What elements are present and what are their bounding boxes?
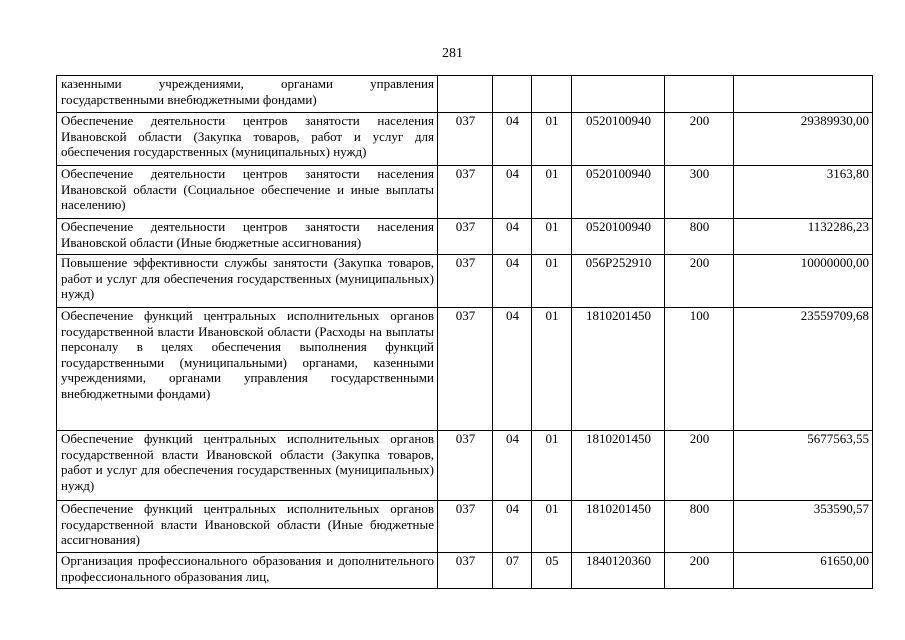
expense-type-code: 100 [665,308,734,431]
table-row [57,166,873,219]
expense-type-code: 800 [665,219,734,255]
expense-type-code: 300 [665,166,734,219]
amount: 61650,00 [734,553,873,589]
table-row [57,255,873,308]
amount: 29389930,00 [734,113,873,166]
row-description: Обеспечение деятельности центров занятости населения Ивановской области (Социальное обеспечение и иные выплаты населению) [57,166,438,219]
expense-type-code: 200 [665,553,734,589]
ministry-code: 037 [438,553,493,589]
row-description: Обеспечение деятельности центров занятости населения Ивановской области (Закупка товаров, работ и услуг для обеспечения государственных (муниципальных) нужд) [57,113,438,166]
subsection-code [532,76,572,113]
row-description: Организация профессионального образования и дополнительного профессионального образования лиц, [57,553,438,589]
target-article-code: 1810201450 [572,308,665,431]
amount: 353590,57 [734,501,873,553]
section-code: 04 [493,501,532,553]
ministry-code: 037 [438,113,493,166]
amount: 1132286,23 [734,219,873,255]
expense-type-code: 200 [665,431,734,501]
amount: 23559709,68 [734,308,873,431]
row-description: казенными учреждениями, органами управления государственными внебюджетными фондами) [57,76,438,113]
target-article-code: 0520100940 [572,166,665,219]
ministry-code: 037 [438,219,493,255]
table-row [57,501,873,553]
section-code: 04 [493,113,532,166]
row-description: Обеспечение деятельности центров занятости населения Ивановской области (Иные бюджетные ассигнования) [57,219,438,255]
ministry-code: 037 [438,255,493,308]
amount: 5677563,55 [734,431,873,501]
subsection-code: 01 [532,308,572,431]
subsection-code: 01 [532,431,572,501]
subsection-code: 01 [532,113,572,166]
target-article-code: 1840120360 [572,553,665,589]
table-row [57,219,873,255]
target-article-code: 0520100940 [572,219,665,255]
row-description: Обеспечение функций центральных исполнительных органов государственной власти Ивановской области (Иные бюджетные ассигнования) [57,501,438,553]
amount [734,76,873,113]
subsection-code: 05 [532,553,572,589]
target-article-code: 0520100940 [572,113,665,166]
table-row [57,431,873,501]
subsection-code: 01 [532,255,572,308]
ministry-code [438,76,493,113]
section-code: 07 [493,553,532,589]
subsection-code: 01 [532,501,572,553]
ministry-code: 037 [438,166,493,219]
ministry-code: 037 [438,501,493,553]
page-number: 281 [442,46,463,61]
table-row [57,553,873,589]
table-row [57,308,873,431]
expense-type-code: 200 [665,113,734,166]
expense-type-code: 200 [665,255,734,308]
target-article-code: 056P252910 [572,255,665,308]
ministry-code: 037 [438,308,493,431]
budget-table [56,75,873,589]
row-description: Повышение эффективности службы занятости (Закупка товаров, работ и услуг для обеспечения государственных (муниципальных) нужд) [57,255,438,308]
subsection-code: 01 [532,166,572,219]
target-article-code [572,76,665,113]
table-row [57,76,873,113]
section-code: 04 [493,431,532,501]
expense-type-code: 800 [665,501,734,553]
section-code: 04 [493,255,532,308]
section-code: 04 [493,166,532,219]
section-code [493,76,532,113]
subsection-code: 01 [532,219,572,255]
section-code: 04 [493,308,532,431]
amount: 3163,80 [734,166,873,219]
table-row [57,113,873,166]
amount: 10000000,00 [734,255,873,308]
target-article-code: 1810201450 [572,431,665,501]
row-description: Обеспечение функций центральных исполнительных органов государственной власти Ивановской области (Закупка товаров, работ и услуг для обеспечения государственных (муниципальных) нужд) [57,431,438,501]
target-article-code: 1810201450 [572,501,665,553]
ministry-code: 037 [438,431,493,501]
section-code: 04 [493,219,532,255]
row-description: Обеспечение функций центральных исполнительных органов государственной власти Ивановской области (Расходы на выплаты персоналу в целях обеспечения выполнения функций государственными (муниципальными) органами, казенными учреждениями, органами управления государственными внебюджетными фондами) [57,308,438,431]
expense-type-code [665,76,734,113]
